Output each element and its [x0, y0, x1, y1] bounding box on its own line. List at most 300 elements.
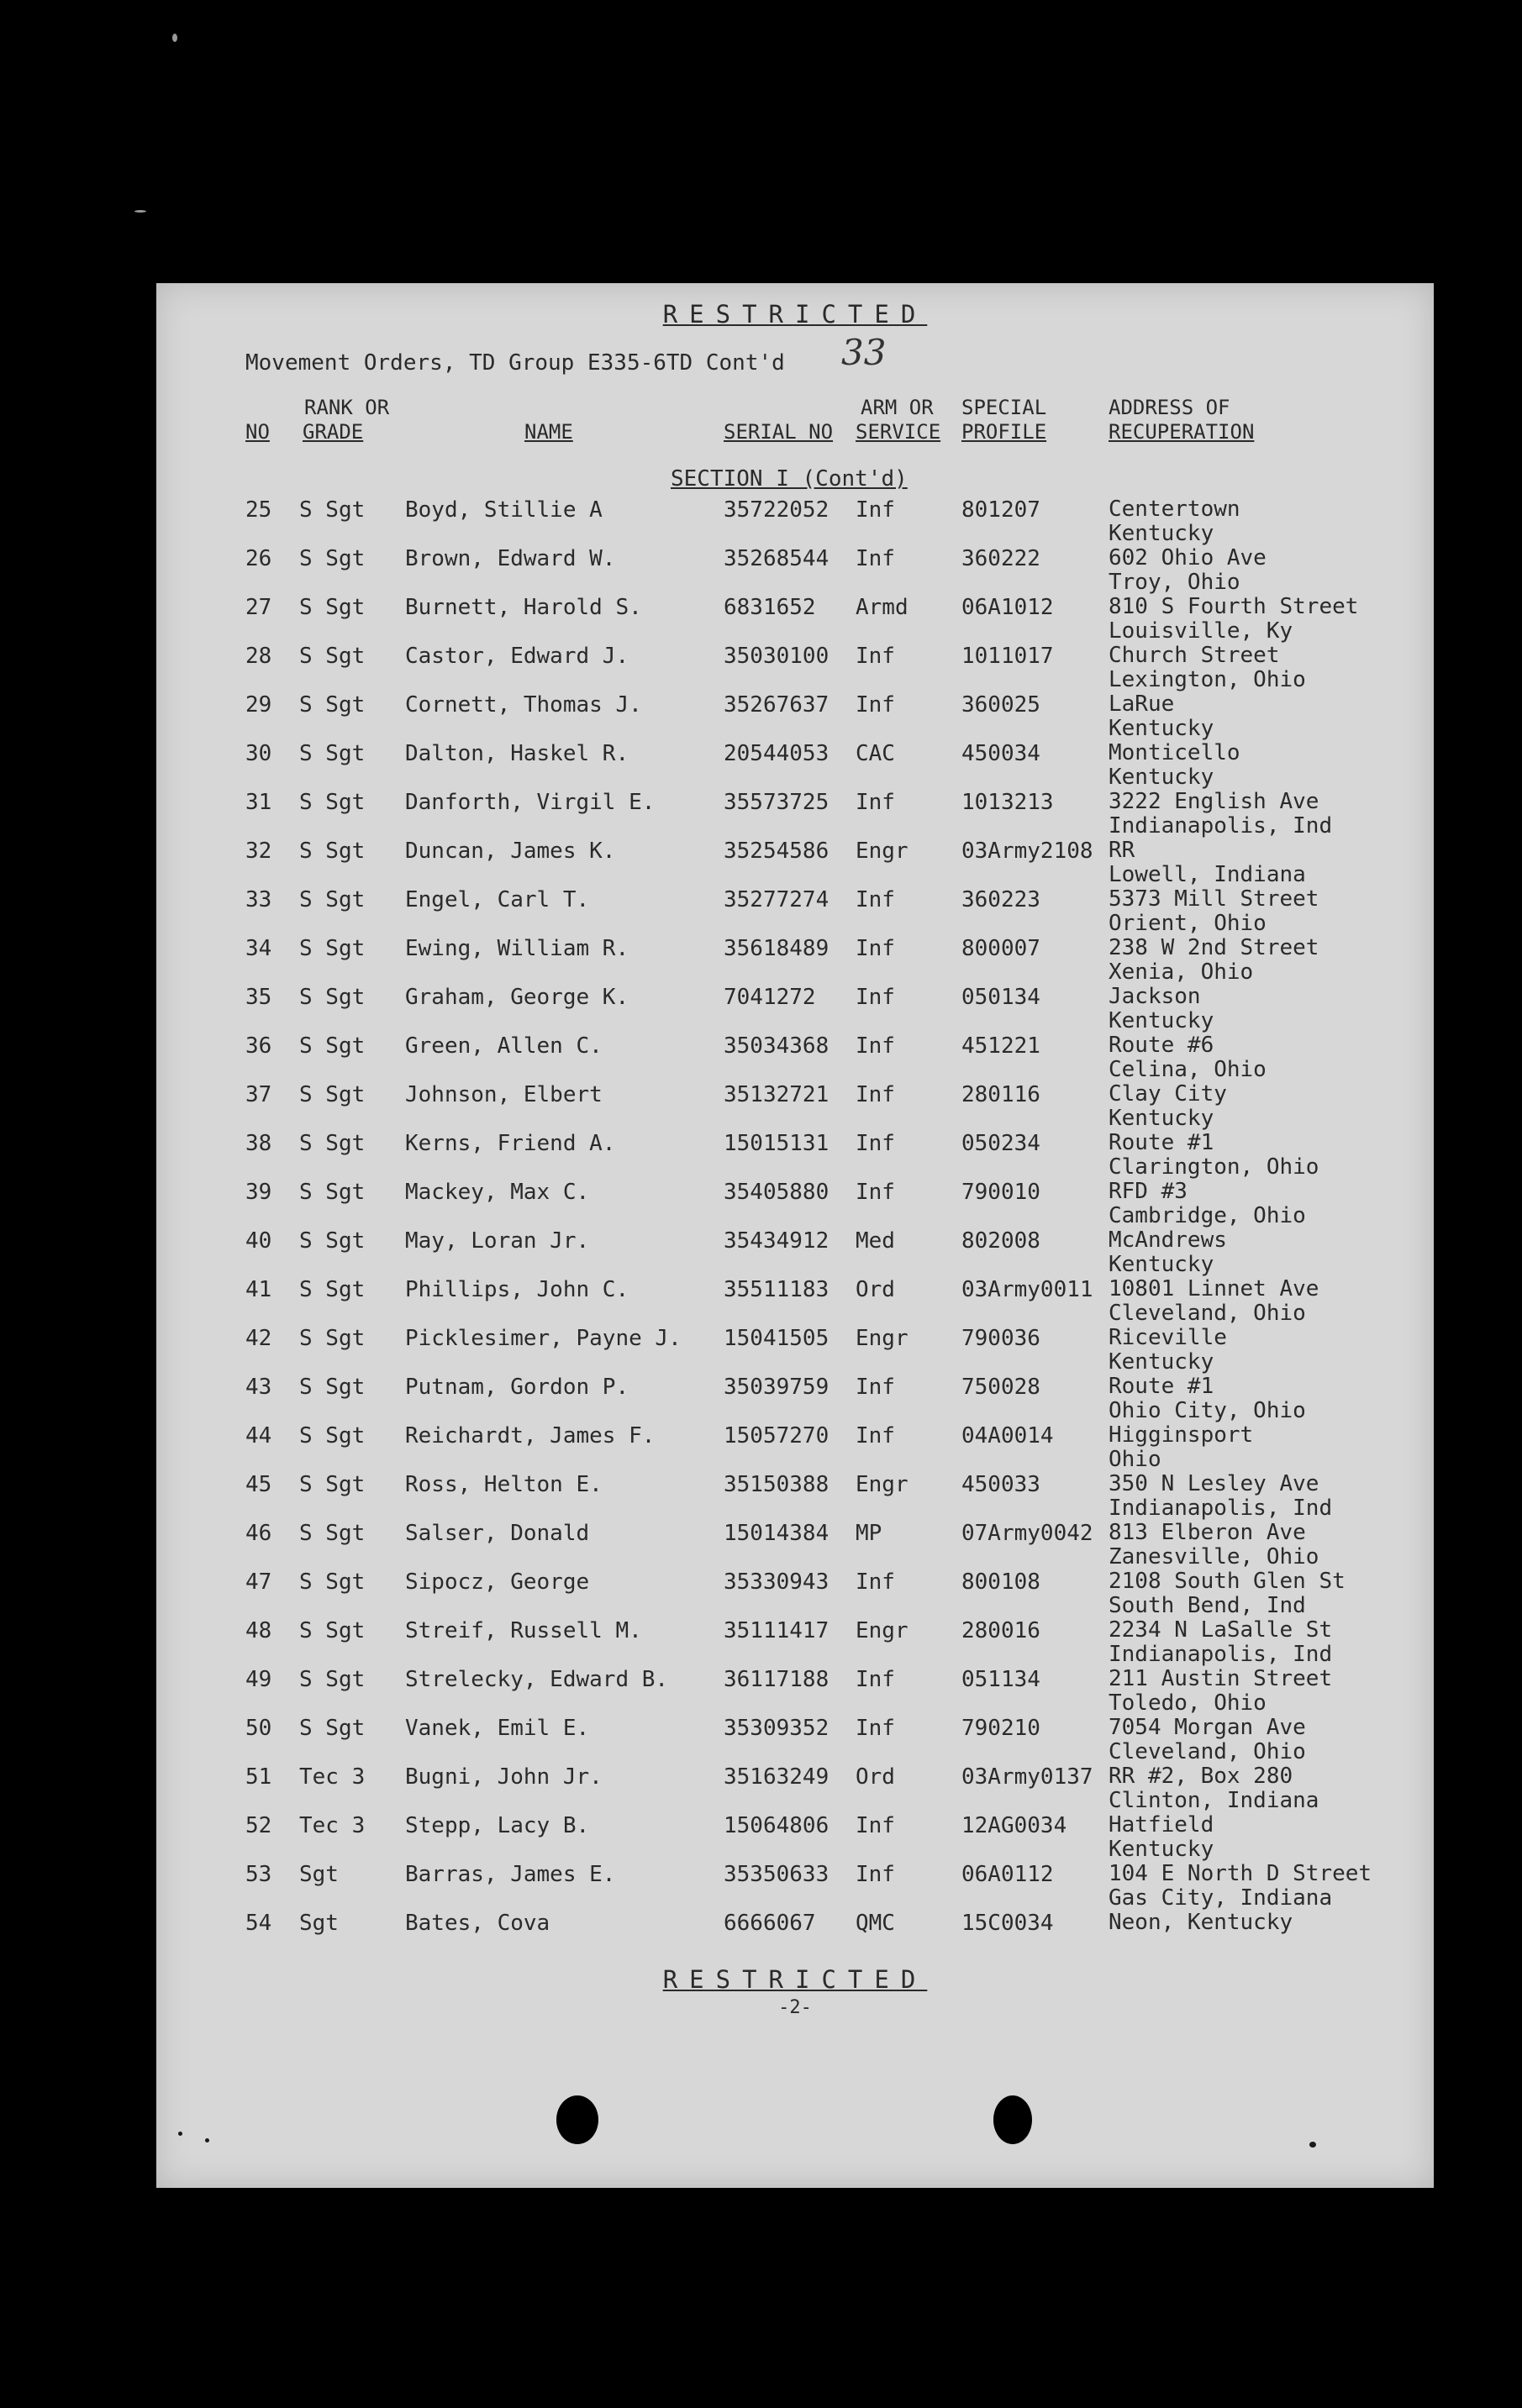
address-line-2: Indianapolis, Ind [1109, 1642, 1333, 1667]
cell-no: 44 [245, 1423, 272, 1448]
cell-no: 34 [245, 936, 272, 961]
table-row [156, 1375, 1434, 1423]
address-line-2: Ohio City, Ohio [1109, 1398, 1306, 1423]
col-no-label: NO [245, 420, 270, 444]
col-address-label-bottom: RECUPERATION [1109, 420, 1255, 444]
cell-arm: CAC [856, 741, 895, 766]
cell-arm: Inf [856, 1716, 895, 1741]
cell-rank: S Sgt [299, 790, 366, 815]
address-line-1: Monticello [1109, 740, 1240, 765]
table-row [156, 839, 1434, 887]
cell-address [1109, 1277, 1319, 1326]
cell-address [1109, 1716, 1306, 1764]
col-special-header [961, 396, 1046, 444]
restricted-header: RESTRICTED [662, 300, 928, 329]
cell-serial: 35722052 [724, 497, 829, 523]
punch-hole-right [993, 2095, 1032, 2144]
cell-name: Salser, Donald [405, 1521, 590, 1546]
cell-address [1109, 1764, 1319, 1813]
cell-profile: 03Army2108 [961, 839, 1093, 864]
cell-profile: 800007 [961, 936, 1040, 961]
table-row [156, 497, 1434, 546]
cell-profile: 280116 [961, 1082, 1040, 1107]
cell-profile: 750028 [961, 1375, 1040, 1400]
col-no-header [245, 396, 270, 444]
cell-rank: S Sgt [299, 1569, 366, 1595]
cell-name: Putnam, Gordon P. [405, 1375, 629, 1400]
cell-arm: Inf [856, 1082, 895, 1107]
address-line-2: Troy, Ohio [1109, 570, 1240, 595]
col-arm-header [856, 396, 940, 444]
cell-name: Strelecky, Edward B. [405, 1667, 669, 1692]
cell-serial: 35350633 [724, 1862, 829, 1887]
address-line-1: Route #1 [1109, 1374, 1214, 1399]
col-serial-label: SERIAL NO [724, 420, 834, 444]
cell-profile: 15C0034 [961, 1911, 1054, 1936]
cell-no: 54 [245, 1911, 272, 1936]
cell-rank: S Sgt [299, 839, 366, 864]
address-line-1: Route #6 [1109, 1033, 1214, 1058]
cell-name: Cornett, Thomas J. [405, 692, 642, 718]
cell-rank: S Sgt [299, 1326, 366, 1351]
address-line-2: Kentucky [1109, 521, 1214, 546]
cell-name: Mackey, Max C. [405, 1180, 590, 1205]
cell-serial: 35511183 [724, 1277, 829, 1302]
cell-arm: Engr [856, 1618, 908, 1643]
cell-serial: 15057270 [724, 1423, 829, 1448]
cell-serial: 35163249 [724, 1764, 829, 1790]
table-row [156, 1277, 1434, 1326]
cell-serial: 35111417 [724, 1618, 829, 1643]
cell-name: Engel, Carl T. [405, 887, 590, 912]
table-row [156, 790, 1434, 839]
cell-profile: 802008 [961, 1228, 1040, 1254]
cell-rank: S Sgt [299, 1472, 366, 1497]
col-name-label: NAME [524, 420, 573, 444]
cell-name: Bates, Cova [405, 1911, 550, 1936]
address-line-1: 2234 N LaSalle St [1109, 1617, 1333, 1643]
address-line-1: Hatfield [1109, 1812, 1214, 1838]
address-line-1: 810 S Fourth Street [1109, 594, 1359, 619]
cell-serial: 7041272 [724, 985, 816, 1010]
cell-profile: 06A0112 [961, 1862, 1054, 1887]
cell-no: 35 [245, 985, 272, 1010]
cell-serial: 35030100 [724, 644, 829, 669]
cell-no: 27 [245, 595, 272, 620]
address-line-2: Ohio [1109, 1447, 1161, 1472]
cell-rank: S Sgt [299, 497, 366, 523]
cell-address [1109, 595, 1358, 644]
cell-name: Vanek, Emil E. [405, 1716, 590, 1741]
cell-no: 29 [245, 692, 272, 718]
cell-profile: 04A0014 [961, 1423, 1054, 1448]
address-line-2: Kentucky [1109, 1252, 1214, 1277]
address-line-1: 238 W 2nd Street [1109, 935, 1319, 960]
address-line-2: Xenia, Ohio [1109, 960, 1254, 985]
section-title: SECTION I (Cont'd) [671, 466, 908, 492]
table-row [156, 1667, 1434, 1716]
address-line-1: 350 N Lesley Ave [1109, 1471, 1319, 1496]
cell-name: Dalton, Haskel R. [405, 741, 629, 766]
table-row [156, 1521, 1434, 1569]
table-row [156, 1716, 1434, 1764]
scan-mark [1309, 2142, 1316, 2148]
document-header: Movement Orders, TD Group E335-6TD Cont'd [245, 350, 785, 376]
cell-profile: 051134 [961, 1667, 1040, 1692]
address-line-2: Indianapolis, Ind [1109, 813, 1333, 839]
cell-profile: 06A1012 [961, 595, 1054, 620]
address-line-2: Lexington, Ohio [1109, 667, 1306, 692]
table-row [156, 741, 1434, 790]
cell-no: 25 [245, 497, 272, 523]
cell-arm: Engr [856, 839, 908, 864]
cell-address [1109, 546, 1267, 595]
cell-serial: 35309352 [724, 1716, 829, 1741]
cell-name: Graham, George K. [405, 985, 629, 1010]
cell-no: 49 [245, 1667, 272, 1692]
cell-address [1109, 1326, 1227, 1375]
cell-name: Green, Allen C. [405, 1033, 603, 1059]
cell-arm: QMC [856, 1911, 895, 1936]
table-row [156, 985, 1434, 1033]
col-special-label-top: SPECIAL [961, 396, 1047, 419]
cell-arm: Inf [856, 1375, 895, 1400]
address-line-2: Celina, Ohio [1109, 1057, 1267, 1082]
cell-arm: MP [856, 1521, 882, 1546]
cell-address [1109, 1180, 1306, 1228]
col-special-label-bottom: PROFILE [961, 420, 1047, 444]
cell-address [1109, 1423, 1253, 1472]
cell-rank: S Sgt [299, 546, 366, 571]
cell-rank: S Sgt [299, 1423, 366, 1448]
table-row [156, 1326, 1434, 1375]
cell-address [1109, 1862, 1372, 1911]
cell-no: 32 [245, 839, 272, 864]
address-line-1: Route #1 [1109, 1130, 1214, 1155]
cell-rank: S Sgt [299, 1228, 366, 1254]
cell-name: Duncan, James K. [405, 839, 616, 864]
cell-profile: 790010 [961, 1180, 1040, 1205]
cell-serial: 35618489 [724, 936, 829, 961]
cell-rank: Sgt [299, 1862, 339, 1887]
cell-profile: 03Army0137 [961, 1764, 1093, 1790]
table-row [156, 692, 1434, 741]
cell-profile: 790036 [961, 1326, 1040, 1351]
punch-hole-left [556, 2095, 598, 2144]
cell-arm: Engr [856, 1326, 908, 1351]
cell-profile: 450034 [961, 741, 1040, 766]
address-line-2: Cleveland, Ohio [1109, 1301, 1306, 1326]
address-line-2: Kentucky [1109, 1008, 1214, 1033]
cell-name: Phillips, John C. [405, 1277, 629, 1302]
cell-rank: S Sgt [299, 1180, 366, 1205]
cell-rank: Tec 3 [299, 1764, 366, 1790]
table-row [156, 1764, 1434, 1813]
address-line-2: Kentucky [1109, 1837, 1214, 1862]
cell-name: Ross, Helton E. [405, 1472, 603, 1497]
cell-arm: Inf [856, 1180, 895, 1205]
cell-address [1109, 985, 1214, 1033]
cell-serial: 6831652 [724, 595, 816, 620]
address-line-1: LaRue [1109, 691, 1175, 717]
cell-rank: S Sgt [299, 887, 366, 912]
address-line-2: Kentucky [1109, 1349, 1214, 1375]
table-row [156, 595, 1434, 644]
cell-serial: 36117188 [724, 1667, 829, 1692]
address-line-2: Indianapolis, Ind [1109, 1496, 1333, 1521]
cell-address [1109, 887, 1319, 936]
cell-address [1109, 1521, 1319, 1569]
address-line-2: Orient, Ohio [1109, 911, 1267, 936]
cell-profile: 050134 [961, 985, 1040, 1010]
cell-arm: Inf [856, 1813, 895, 1838]
cell-arm: Inf [856, 985, 895, 1010]
cell-arm: Ord [856, 1764, 895, 1790]
handwritten-page-mark: 33 [841, 332, 887, 373]
cell-serial: 35405880 [724, 1180, 829, 1205]
col-name-header [524, 396, 573, 444]
cell-arm: Inf [856, 644, 895, 669]
address-line-1: RR [1109, 838, 1135, 863]
cell-rank: S Sgt [299, 1277, 366, 1302]
table-row [156, 936, 1434, 985]
cell-serial: 35132721 [724, 1082, 829, 1107]
cell-address [1109, 936, 1319, 985]
cell-rank: S Sgt [299, 985, 366, 1010]
cell-profile: 07Army0042 [961, 1521, 1093, 1546]
table-row [156, 1911, 1434, 1959]
cell-rank: S Sgt [299, 1375, 366, 1400]
cell-name: Danforth, Virgil E. [405, 790, 656, 815]
address-line-2: Kentucky [1109, 716, 1214, 741]
cell-profile: 050234 [961, 1131, 1040, 1156]
cell-name: Streif, Russell M. [405, 1618, 642, 1643]
cell-rank: S Sgt [299, 1521, 366, 1546]
cell-arm: Engr [856, 1472, 908, 1497]
cell-no: 38 [245, 1131, 272, 1156]
scan-mark [178, 2132, 182, 2136]
cell-profile: 451221 [961, 1033, 1040, 1059]
cell-arm: Inf [856, 1423, 895, 1448]
cell-rank: S Sgt [299, 644, 366, 669]
address-line-1: Neon, Kentucky [1109, 1910, 1293, 1935]
table-row [156, 1131, 1434, 1180]
cell-no: 45 [245, 1472, 272, 1497]
cell-no: 39 [245, 1180, 272, 1205]
address-line-1: 104 E North D Street [1109, 1861, 1372, 1886]
cell-profile: 1013213 [961, 790, 1054, 815]
cell-arm: Inf [856, 1862, 895, 1887]
cell-rank: S Sgt [299, 595, 366, 620]
cell-serial: 35268544 [724, 546, 829, 571]
address-line-1: Higginsport [1109, 1422, 1254, 1448]
col-arm-label-top: ARM OR [861, 396, 934, 419]
cell-profile: 360222 [961, 546, 1040, 571]
cell-rank: S Sgt [299, 692, 366, 718]
col-rank-label-bottom: GRADE [303, 420, 364, 444]
cell-no: 40 [245, 1228, 272, 1254]
cell-no: 47 [245, 1569, 272, 1595]
address-line-1: Jackson [1109, 984, 1201, 1009]
address-line-2: Kentucky [1109, 1106, 1214, 1131]
cell-address [1109, 1082, 1227, 1131]
cell-no: 50 [245, 1716, 272, 1741]
address-line-1: Church Street [1109, 643, 1280, 668]
table-row [156, 644, 1434, 692]
cell-profile: 1011017 [961, 644, 1054, 669]
col-address-header [1109, 396, 1254, 444]
address-line-1: 813 Elberon Ave [1109, 1520, 1306, 1545]
cell-profile: 360223 [961, 887, 1040, 912]
cell-serial: 35277274 [724, 887, 829, 912]
cell-profile: 450033 [961, 1472, 1040, 1497]
cell-arm: Inf [856, 936, 895, 961]
cell-rank: S Sgt [299, 741, 366, 766]
cell-serial: 35039759 [724, 1375, 829, 1400]
cell-name: Boyd, Stillie A [405, 497, 603, 523]
cell-no: 31 [245, 790, 272, 815]
cell-profile: 801207 [961, 497, 1040, 523]
cell-profile: 800108 [961, 1569, 1040, 1595]
cell-name: Kerns, Friend A. [405, 1131, 616, 1156]
cell-name: Burnett, Harold S. [405, 595, 642, 620]
cell-rank: Sgt [299, 1911, 339, 1936]
cell-no: 42 [245, 1326, 272, 1351]
cell-name: Castor, Edward J. [405, 644, 629, 669]
cell-rank: S Sgt [299, 1618, 366, 1643]
cell-arm: Ord [856, 1277, 895, 1302]
cell-serial: 6666067 [724, 1911, 816, 1936]
address-line-2: Toledo, Ohio [1109, 1690, 1267, 1716]
cell-no: 37 [245, 1082, 272, 1107]
cell-name: Bugni, John Jr. [405, 1764, 603, 1790]
address-line-1: 3222 English Ave [1109, 789, 1319, 814]
address-line-1: RFD #3 [1109, 1179, 1188, 1204]
cell-no: 26 [245, 546, 272, 571]
table-row [156, 1033, 1434, 1082]
cell-arm: Med [856, 1228, 895, 1254]
col-serial-header [724, 396, 833, 444]
cell-address [1109, 741, 1240, 790]
table-row [156, 1569, 1434, 1618]
cell-address [1109, 1228, 1227, 1277]
address-line-2: Gas City, Indiana [1109, 1885, 1333, 1911]
cell-profile: 790210 [961, 1716, 1040, 1741]
address-line-1: Riceville [1109, 1325, 1227, 1350]
cell-address [1109, 1375, 1306, 1423]
cell-address [1109, 644, 1306, 692]
cell-rank: S Sgt [299, 1667, 366, 1692]
address-line-2: Clarington, Ohio [1109, 1154, 1319, 1180]
cell-address [1109, 1813, 1214, 1862]
cell-serial: 35434912 [724, 1228, 829, 1254]
col-rank-header [286, 396, 389, 444]
col-arm-label-bottom: SERVICE [856, 420, 941, 444]
scan-mark [205, 2138, 209, 2142]
table-row [156, 1618, 1434, 1667]
table-row [156, 887, 1434, 936]
cell-arm: Inf [856, 1033, 895, 1059]
cell-no: 41 [245, 1277, 272, 1302]
address-line-2: Cleveland, Ohio [1109, 1739, 1306, 1764]
col-rank-label-top: RANK OR [304, 396, 390, 419]
cell-arm: Inf [856, 1569, 895, 1595]
cell-arm: Inf [856, 887, 895, 912]
address-line-1: Clay City [1109, 1081, 1227, 1107]
address-line-1: Centertown [1109, 497, 1240, 522]
cell-arm: Armd [856, 595, 908, 620]
cell-address [1109, 1569, 1346, 1618]
cell-arm: Inf [856, 790, 895, 815]
cell-rank: S Sgt [299, 1082, 366, 1107]
cell-address [1109, 1667, 1332, 1716]
cell-name: Stepp, Lacy B. [405, 1813, 590, 1838]
col-address-label-top: ADDRESS OF [1109, 396, 1230, 419]
cell-arm: Inf [856, 1667, 895, 1692]
address-line-1: 2108 South Glen St [1109, 1569, 1346, 1594]
cell-serial: 35150388 [724, 1472, 829, 1497]
cell-no: 46 [245, 1521, 272, 1546]
address-line-1: 602 Ohio Ave [1109, 545, 1267, 570]
address-line-2: Louisville, Ky [1109, 618, 1293, 644]
cell-address [1109, 497, 1240, 546]
cell-serial: 15014384 [724, 1521, 829, 1546]
cell-arm: Inf [856, 546, 895, 571]
cell-address [1109, 1131, 1319, 1180]
cell-address [1109, 692, 1214, 741]
cell-name: Picklesimer, Payne J. [405, 1326, 682, 1351]
cell-address [1109, 839, 1306, 887]
cell-name: Barras, James E. [405, 1862, 616, 1887]
table-row [156, 1228, 1434, 1277]
address-line-1: 5373 Mill Street [1109, 886, 1319, 912]
table-row [156, 1180, 1434, 1228]
cell-no: 51 [245, 1764, 272, 1790]
address-line-1: 211 Austin Street [1109, 1666, 1333, 1691]
scan-speck [172, 34, 177, 42]
address-line-2: Cambridge, Ohio [1109, 1203, 1306, 1228]
cell-name: Johnson, Elbert [405, 1082, 603, 1107]
cell-address [1109, 1033, 1267, 1082]
address-line-2: South Bend, Ind [1109, 1593, 1306, 1618]
table-row [156, 1813, 1434, 1862]
cell-profile: 03Army0011 [961, 1277, 1093, 1302]
cell-address [1109, 1911, 1293, 1935]
address-line-1: 10801 Linnet Ave [1109, 1276, 1319, 1301]
scan-speck [134, 210, 146, 213]
page-number: -2- [778, 1997, 812, 2018]
cell-no: 43 [245, 1375, 272, 1400]
cell-serial: 15015131 [724, 1131, 829, 1156]
cell-rank: S Sgt [299, 1033, 366, 1059]
address-line-2: Zanesville, Ohio [1109, 1544, 1319, 1569]
cell-serial: 35254586 [724, 839, 829, 864]
cell-arm: Inf [856, 497, 895, 523]
cell-no: 53 [245, 1862, 272, 1887]
table-row [156, 1862, 1434, 1911]
cell-profile: 12AG0034 [961, 1813, 1067, 1838]
document-page [156, 283, 1434, 2188]
cell-serial: 15064806 [724, 1813, 829, 1838]
cell-name: May, Loran Jr. [405, 1228, 590, 1254]
table-row [156, 546, 1434, 595]
cell-arm: Inf [856, 692, 895, 718]
restricted-footer: RESTRICTED [662, 1965, 928, 1994]
cell-address [1109, 790, 1332, 839]
address-line-1: McAndrews [1109, 1228, 1227, 1253]
cell-name: Sipocz, George [405, 1569, 590, 1595]
cell-name: Reichardt, James F. [405, 1423, 656, 1448]
